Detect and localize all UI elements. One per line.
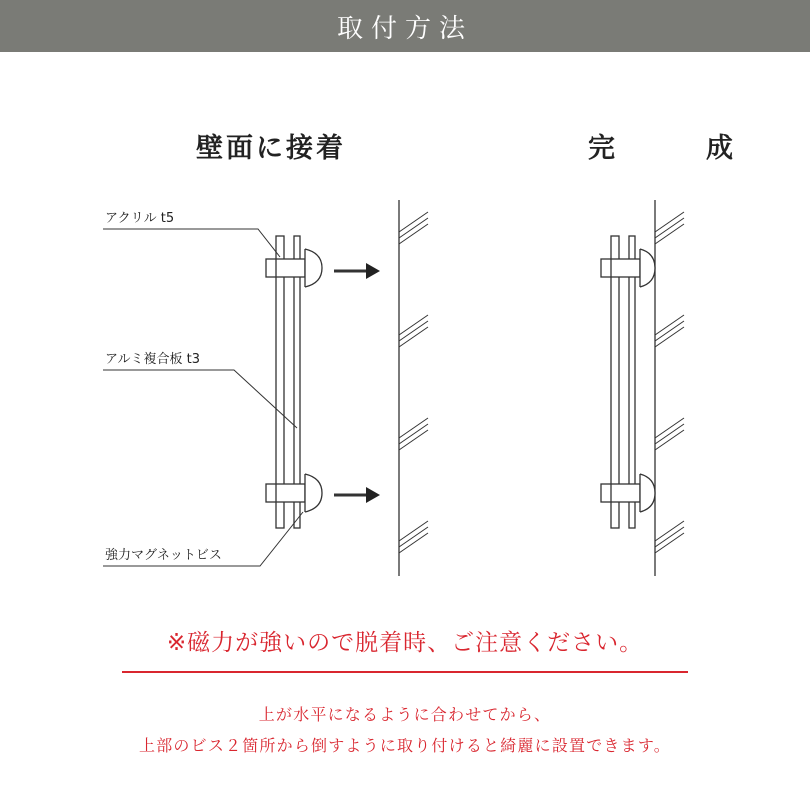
label-acrylic: アクリル t5	[105, 211, 175, 226]
leader-acrylic	[103, 229, 280, 257]
page-title: 取付方法	[336, 13, 473, 44]
note-line-1: 上が水平になるように合わせてから、	[258, 705, 552, 724]
wall-right	[655, 200, 684, 576]
step-attach-title: 壁面に接着	[196, 133, 346, 164]
sign-assembly-left	[266, 236, 322, 528]
wall-left	[399, 200, 428, 576]
warning-underline	[122, 671, 688, 673]
label-aluminum: アルミ複合板 t3	[105, 352, 200, 367]
magnet-screw-top	[601, 249, 655, 287]
leader-aluminum	[103, 370, 297, 428]
note-line-2: 上部のビス２箇所から倒すように取り付けると綺麗に設置できます。	[139, 736, 671, 755]
sign-assembly-right	[601, 236, 655, 528]
magnet-screw-bottom	[601, 474, 655, 512]
label-magnet: 強力マグネットビス	[105, 548, 222, 563]
step-complete-title: 完 成	[588, 133, 765, 164]
right-arrow-icon	[334, 487, 380, 503]
warning-text: ※磁力が強いので脱着時、ご注意ください。	[166, 630, 644, 656]
right-arrow-icon	[334, 263, 380, 279]
